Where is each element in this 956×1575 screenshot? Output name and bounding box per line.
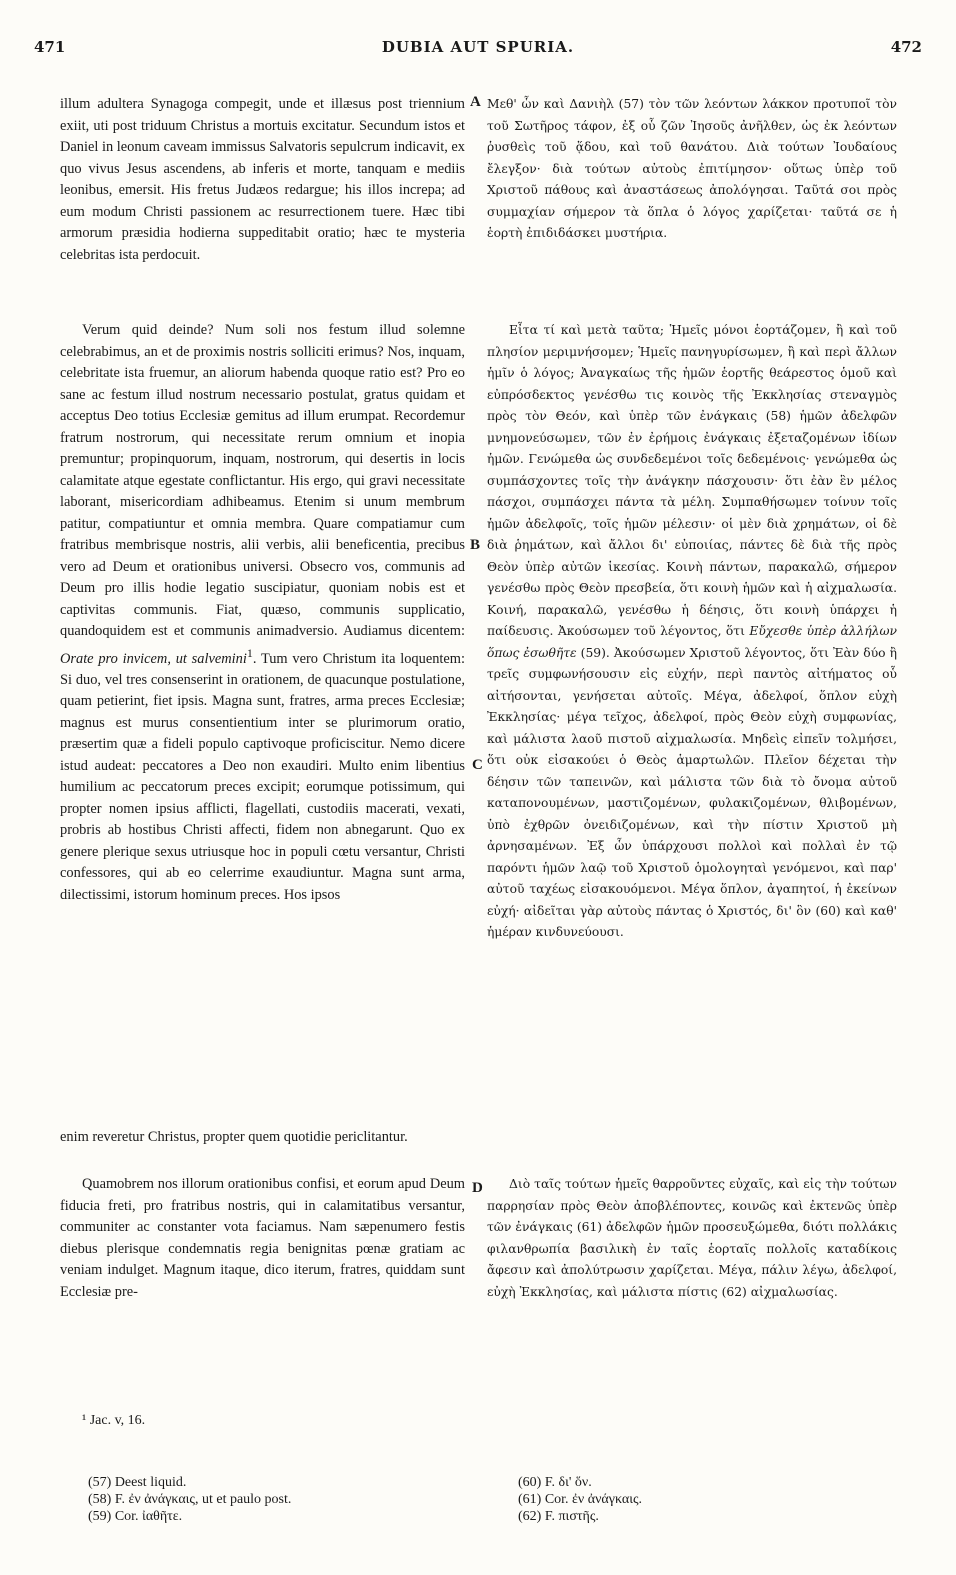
greek-paragraph-1 xyxy=(487,94,897,245)
greek-text-2b: (59). Ἀκούσωμεν Χριστοῦ λέγοντος, ὅτι Ἐὰν δύο ἢ τρεῖς συμφωνήσουσιν εἰς εὐχήν, περὶ παντὸς αἰτήματος οὗ αἰτήσονται, γενήσεται αὐτοῖς. Μέγα, ἀδελφοί, ὅπλον εὐχὴ Ἐκκλησίας· μέγα τεῖχος, ἀδελφοί, πρὸς Θεὸν εὐχὴ συμφωνίας, καὶ μάλιστα λαοῦ πιστοῦ αἰχμαλωσία. Μηδεὶς εἰπεῖν τολμήσει, ὅτι οὐκ εἰσακούει ὁ Θεὸς ἁμαρτωλῶν. Πλεῖον δέχεται τὴν δέησιν τῶν ταπεινῶν, καὶ μάλιστα τῶν διὰ τὸ ὄνομα αὐτοῦ καταπονουμένων, μαστιζομένων, φυλακιζομένων, θλιβομένων, ὑπὸ ἐχθρῶν ὀνειδιζομένων, καὶ τὴν πίστιν Χριστοῦ μὴ ἀρνησαμένων. Ἐξ ὧν ὑπάρχουσι πολλοὶ καὶ πολλαὶ ἐν τῷ παρόντι ἡμῶν λαῷ τοῦ Χριστοῦ ὁμολογηταὶ γενόμενοι, καὶ παρ' αὐτοῦ ταχέως εἰσακουόμενοι. Μέγα ὅπλον, ἀγαπητοί, ἡ ἐκείνων εὐχή· αἰδεῖται γὰρ αὐτοὺς πάντας ὁ Χριστός, δι' ὃν (60) καὶ καθ' ἡμέραν κινδυνεύουσι. xyxy=(487,645,897,939)
latin-text-2 xyxy=(60,320,465,906)
latin-paragraph-1 xyxy=(60,94,465,266)
footnote-62: (62) F. πιστῆς. xyxy=(518,1509,599,1524)
footnotes-left xyxy=(88,1474,291,1525)
latin-text-1: illum adultera Synagoga compegit, unde et illæsus post triennium exiit, uti post triduum Christus a mortuis excitatur. Secundum istos et Daniel in leonum caveam immissus Salvatoris sepulcrum indicavit, ex quo vivus Jesus ascendens, ab inferis et morte, tanquam e mediis leonibus, emersit. His fretus Judæos redargue; his illos increpa; ad eum modum Christi passionem ac resurrectionem tuere. Hæc tibi armorum præsidia hodierna suppeditabit oratio; hæc te mysteria celebritas ista perdocuit. xyxy=(60,96,465,263)
footnote-60: (60) F. δι' ὅν. xyxy=(518,1475,592,1490)
latin-text-3: Quamobrem nos illorum orationibus confisi, et eorum apud Deum fiducia freti, pro fratribus nostris, qui in calamitatibus versantur, communiter ac constanter vota faciamus. Nam sæpenumero festis diebus plerisque condemnatis regia benignitas pœnæ gratiam ac veniam indulget. Magnum itaque, dico iterum, fratres, quiddam sunt Ecclesiæ pre- xyxy=(60,1176,465,1300)
footnotes-right xyxy=(518,1474,642,1525)
latin-quote: Orate pro invicem, ut salvemini xyxy=(60,650,247,667)
latin-paragraph-3 xyxy=(60,1174,465,1303)
greek-quote: Εὔχεσθε ὑπὲρ ἀλλήλων ὅπως ἐσωθῆτε xyxy=(487,624,898,660)
greek-paragraph-2 xyxy=(487,320,897,944)
footnote-61: (61) Cor. ἐν ἀνάγκαις. xyxy=(518,1492,643,1507)
footnote-58: (58) F. ἐν ἀνάγκαις, ut et paulo post. xyxy=(88,1492,292,1507)
latin-continuation: enim reveretur Christus, propter quem quotidie periclitantur. xyxy=(60,1129,408,1145)
footnote-main-text: ¹ Jac. v, 16. xyxy=(82,1413,146,1428)
footnote-59: (59) Cor. ἰαθῆτε. xyxy=(88,1509,183,1524)
latin-text-2a: Verum quid deinde? Num soli nos festum illud solemne celebrabimus, an et de proximis nostris solliciti erimus? Nos, inquam, celebritate ista fruemur, an aliorum habenda quoque ratio est? Pro eo sane ac festum illud nostrum necessario postulat, gratus quidam et acceptus Deo totius Ecclesiæ gemitus ad illum erumpat. Recordemur fratrum nostrorum, qui necessitate rerum omnium et inopia premuntur; propinquorum, inquam, nostrorum, qui desertis in locis calamitate atque egestate conflictantur. His ergo, qui gravi necessitate laborant, misericordiam adhibeamus. Etenim si unum membrum patitur, compatiuntur et omnia membra. Quare compatiamur cum fratribus membrisque nostris, alii verbis, alii beneficentia, precibus vero ad Deum et orationibus universi. Obsecro vos, communis ad Deum pro illis hodie legatio suscipiatur, quoniam nobis est et captivitas communis. Fiat, quæso, communis supplicatio, quandoquidem est et communis animadversio. Audiamus dicentem: xyxy=(60,322,465,639)
page-number-right: 472 xyxy=(890,38,922,56)
page-header xyxy=(34,38,922,68)
page-number-left: 471 xyxy=(34,38,66,56)
greek-paragraph-3 xyxy=(487,1174,897,1303)
footnote-ref-1: 1 xyxy=(246,645,253,660)
section-marker-d: D xyxy=(472,1180,483,1196)
greek-text-2 xyxy=(487,320,897,944)
footnote-main xyxy=(82,1412,145,1429)
greek-text-2a: Εἶτα τί καὶ μετὰ ταῦτα; Ἡμεῖς μόνοι ἑορτάζομεν, ἢ καὶ τοῦ πλησίον μεριμνήσομεν; Ἡμεῖς πανηγυρίσωμεν, ἢ καὶ περὶ ἄλλων ἡμῖν ὁ λόγος; Ἀναγκαίως τῆς ἡμῶν ἑορτῆς θεάρεστος ὁμοῦ καὶ εὐπρόσδεκτος γενέσθω τις κοινὸς τῆς Ἐκκλησίας στεναγμὸς πρὸς τὸν Θεόν, καὶ ὑπὲρ τῶν ἐνάγκαις (58) ἡμῶν ἀδελφῶν μνημονεύσωμεν, τῶν ἐν ἐρήμοις ἐνάγκαις ἐξεταζομένων ἰδίων ἡμῶν. Γενώμεθα ὡς συνδεδεμένοι τοῖς δεδεμένοις· γενώμεθα ὡς συμπάσχοντες τοῖς τὴν ἀνάγκην πάσχουσιν· ὅτι ἐὰν ἓν μέλος πάσχοι, συμπάσχει πάντα τὰ μέλη. Συμπαθήσωμεν τοίνυν τοῖς ἡμῶν ἀδελφοῖς, τοῖς ἡμῶν μέλεσιν· οἱ μὲν διὰ χρημάτων, οἱ δὲ διὰ ῥημάτων, καὶ ἄλλοι δι' εὐποιίας, πάντες δὲ διὰ τῆς πρὸς Θεὸν ὑπὲρ αὐτῶν ἱκεσίας. Κοινὴ πάντων, παρακαλῶ, σήμερον γενέσθω πρὸς Θεὸν πρεσβεία, ὅτι κοινὴ ἡμῶν καὶ ἡ αἰχμαλωσία. Κοινή, παρακαλῶ, γενέσθω ἡ δέησις, ὅτι κοινὴ ὑπάρχει ἡ παίδευσις. Ἀκούσωμεν τοῦ λέγοντος, ὅτι xyxy=(487,323,897,638)
latin-paragraph-2 xyxy=(60,320,465,906)
greek-text-1: Μεθ' ὧν καὶ Δανιὴλ (57) τὸν τῶν λεόντων λάκκον προτυποῖ τὸν τοῦ Σωτῆρος τάφον, ἐξ οὗ ζῶν Ἰησοῦς ἀνῆλθεν, ὡς ἐκ λεόντων ῥυσθεὶς τοῦ ᾅδου, καὶ τοῦ θανάτου. Διὰ τούτων Ἰουδαίους ἔλεγξον· διὰ τούτων αὐτοὺς ἐπιτίμησον· οὕτως ὑπὲρ τοῦ Χριστοῦ πάθους καὶ ἀναστάσεως ἀπολόγησαι. Ταῦτά σοι πρὸς συμμαχίαν σήμερον τὰ ὅπλα ὁ λόγος χαρίζεται· ταῦτά σε ἡ ἑορτὴ ἐπιδιδάσκει μυστήρια. xyxy=(487,97,897,240)
greek-text-3: Διὸ ταῖς τούτων ἡμεῖς θαρροῦντες εὐχαῖς, καὶ εἰς τὴν τούτων παρρησίαν πρὸς Θεὸν ἀποβλέποντες, κοινῶς καὶ ἐκτενῶς ὑπὲρ τῶν ἐνάγκαις (61) ἀδελφῶν ἡμῶν προσευξώμεθα, διότι πολλάκις φιλανθρωπία βασιλικὴ ἐν ταῖς ἑορταῖς πολλοῖς καταδίκοις ἄφεσιν καὶ ἀπολύτρωσιν χαρίζεται. Μέγα, πάλιν λέγω, ἀδελφοί, εὐχὴ Ἐκκλησίας, καὶ μάλιστα πίστις (62) αἰχμαλωσίας. xyxy=(487,1177,897,1299)
latin-text-2b: . Tum vero Christum ita loquentem: Si duo, vel tres consenserint in orationem, de quacunque postulatione, quam petierint, fiet ipsis. Magna sunt, fratres, arma preces Ecclesiæ; magnus est murus consentientium inter se plurimorum oratio, præsertim quæ a fideli populo captivoque proficiscitur. Nemo dicere istud audeat: peccatores a Deo non exaudiri. Multo enim libentius humilium ac peccatorum preces excipit; eorumque potissimum, qui propter nomen ipsius afflicti, flagellati, custodiis macerati, vexati, probris ab hostibus Christi affecti, fidem non abnegarunt. Quo ex genere plerique sexus utriusque hoc in populi cœtu versantur, Christi confessores, qui ab eo celerrime exaudiuntur. Magna sunt arma, dilectissimi, istorum hominum preces. Hos ipsos xyxy=(60,650,465,903)
section-marker-b: B xyxy=(470,537,481,553)
section-marker-a: A xyxy=(470,94,481,110)
section-marker-c: C xyxy=(472,757,483,773)
footnote-57: (57) Deest liquid. xyxy=(88,1475,187,1490)
running-title: DUBIA AUT SPURIA. xyxy=(381,38,575,56)
